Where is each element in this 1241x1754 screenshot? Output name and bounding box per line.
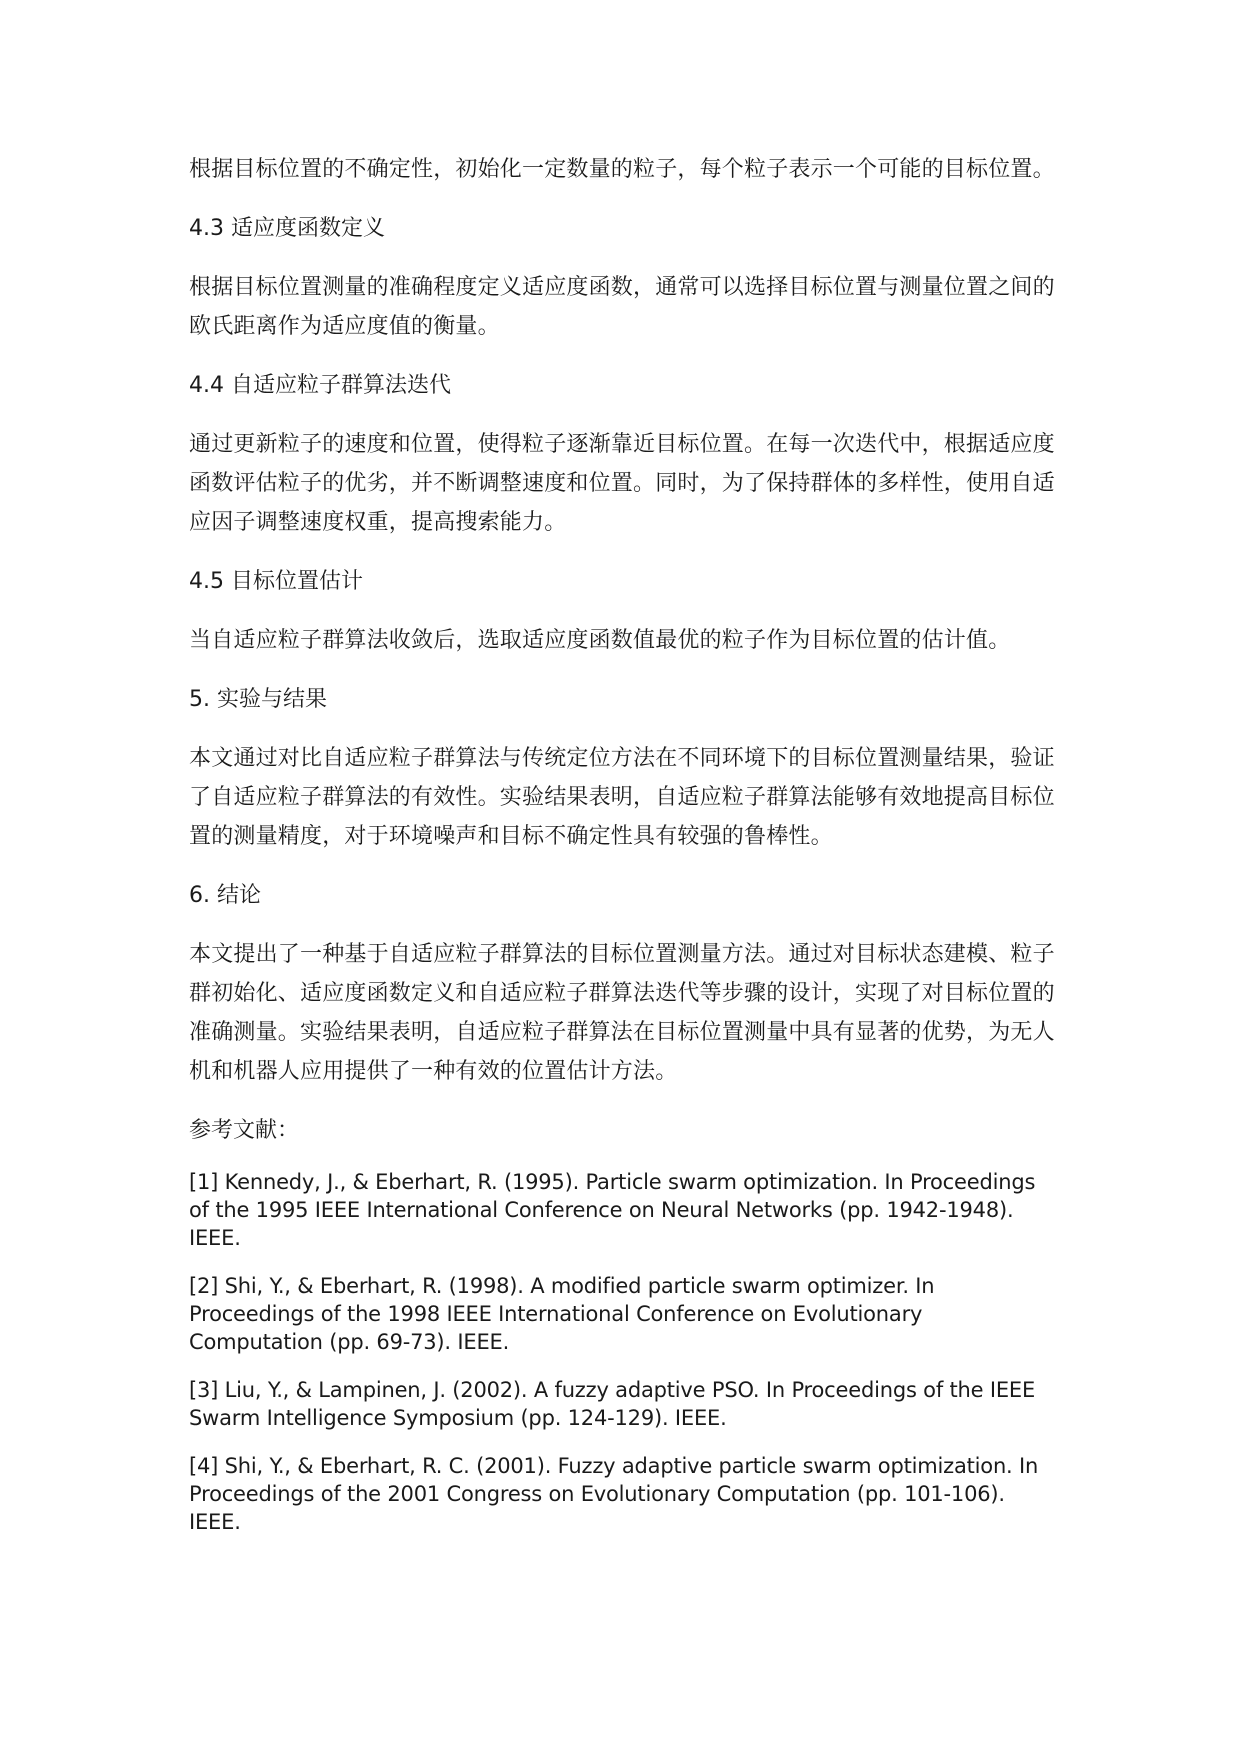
document-page [189, 150, 1061, 1556]
paragraph-position-estimate: 当自适应粒子群算法收敛后，选取适应度函数值最优的粒子作为目标位置的估计值。 [189, 628, 1011, 653]
paragraph-particle-init: 根据目标位置的不确定性，初始化一定数量的粒子，每个粒子表示一个可能的目标位置。 [189, 157, 1055, 182]
paragraph-conclusion: 本文提出了一种基于自适应粒子群算法的目标位置测量方法。通过对目标状态建模、粒子群初始化、适应度函数定义和自适应粒子群算法迭代等步骤的设计，实现了对目标位置的准确测量。实验结果表明，自适应粒子群算法在目标位置测量中具有显著的优势，为无人机和机器人应用提供了一种有效的位置估计方法。 [189, 942, 1055, 1084]
section-heading-6: 6. 结论 [189, 883, 261, 908]
section-heading-5: 5. 实验与结果 [189, 687, 327, 712]
paragraph-experiments: 本文通过对比自适应粒子群算法与传统定位方法在不同环境下的目标位置测量结果，验证了自适应粒子群算法的有效性。实验结果表明，自适应粒子群算法能够有效地提高目标位置的测量精度，对于环境噪声和目标不确定性具有较强的鲁棒性。 [189, 746, 1055, 849]
section-heading-4-5: 4.5 目标位置估计 [189, 569, 363, 594]
reference-item: [1] Kennedy, J., & Eberhart, R. (1995). Particle swarm optimization. In Proceedings of the 1995 IEEE International Conference on Neural Networks (pp. 1942-1948). IEEE. [189, 1170, 1036, 1250]
reference-item: [2] Shi, Y., & Eberhart, R. (1998). A modified particle swarm optimizer. In Proceedings of the 1998 IEEE International Conference on Evolutionary Computation (pp. 69-73). IEEE. [189, 1274, 935, 1354]
section-heading-4-4: 4.4 自适应粒子群算法迭代 [189, 373, 451, 398]
paragraph-pso-iteration: 通过更新粒子的速度和位置，使得粒子逐渐靠近目标位置。在每一次迭代中，根据适应度函数评估粒子的优劣，并不断调整速度和位置。同时，为了保持群体的多样性，使用自适应因子调整速度权重，提高搜索能力。 [189, 432, 1055, 535]
paragraph-fitness-function: 根据目标位置测量的准确程度定义适应度函数，通常可以选择目标位置与测量位置之间的欧氏距离作为适应度值的衡量。 [189, 275, 1055, 339]
reference-item: [3] Liu, Y., & Lampinen, J. (2002). A fuzzy adaptive PSO. In Proceedings of the IEEE Swarm Intelligence Symposium (pp. 124-129). IEEE. [189, 1378, 1036, 1430]
reference-item: [4] Shi, Y., & Eberhart, R. C. (2001). Fuzzy adaptive particle swarm optimization. In Proceedings of the 2001 Congress on Evolutionary Computation (pp. 101-106). IEEE. [189, 1454, 1039, 1534]
section-heading-4-3: 4.3 适应度函数定义 [189, 216, 385, 241]
references-title: 参考文献： [189, 1118, 300, 1143]
